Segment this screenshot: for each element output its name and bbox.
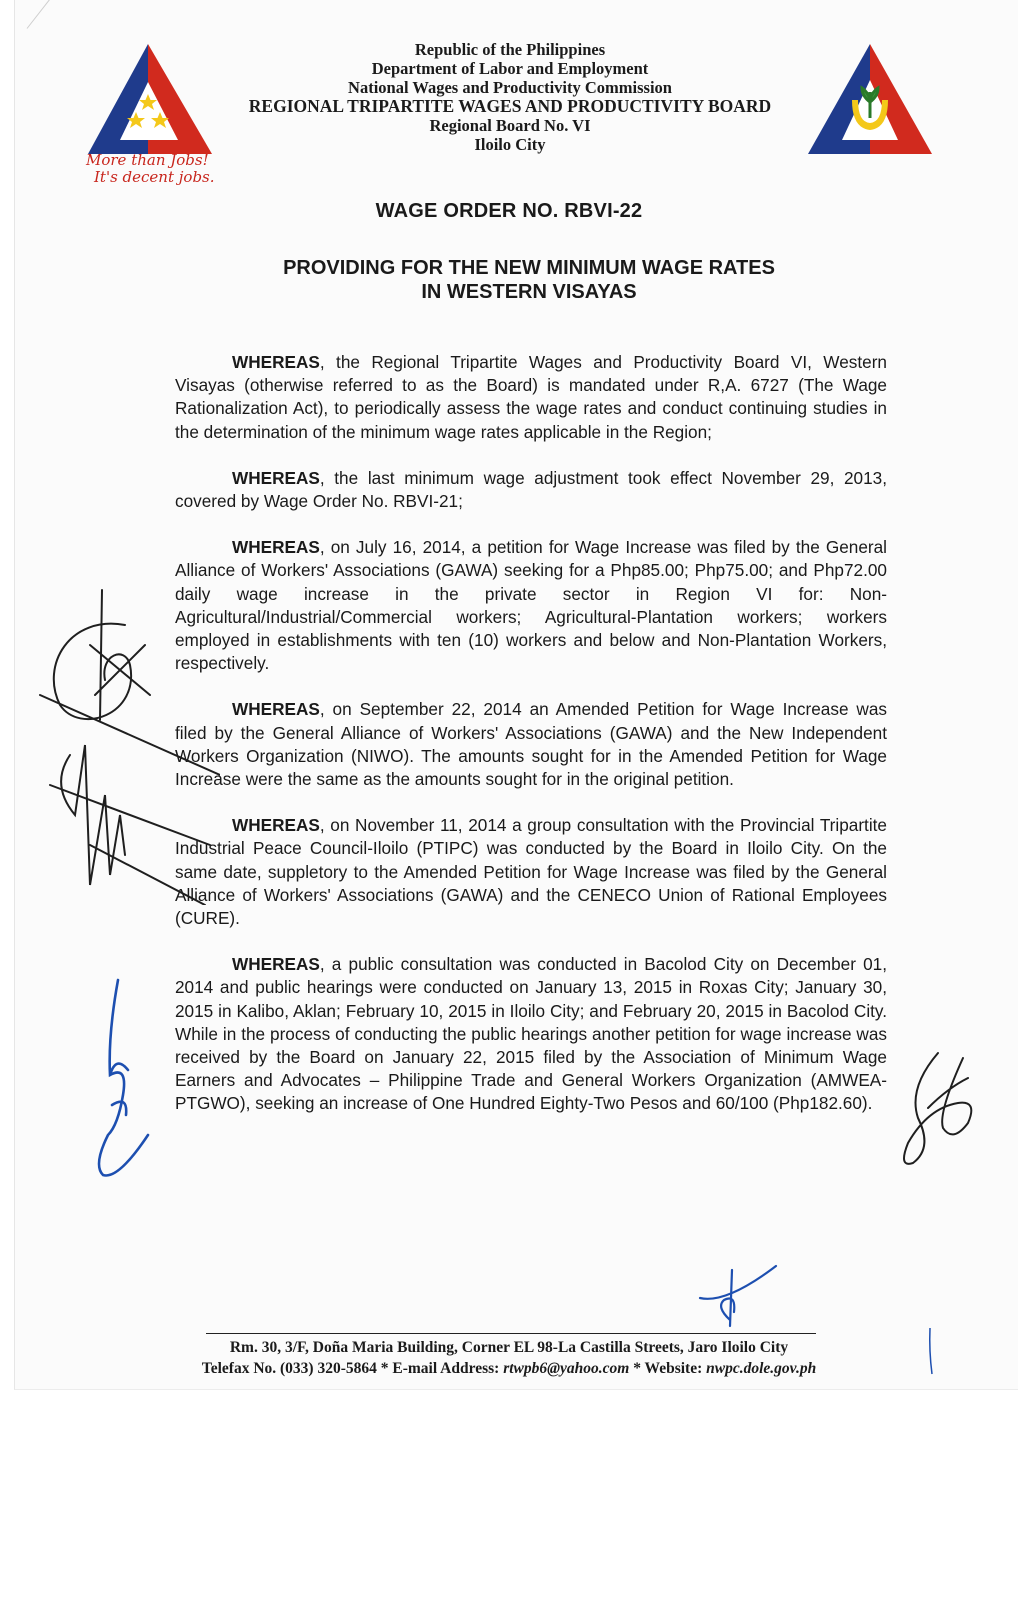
tagline (86, 152, 215, 186)
document-subtitle (0, 256, 1018, 304)
footer-contact (0, 1358, 1018, 1379)
paragraph-text: , on November 11, 2014 a group consultation with the Provincial Tripartite Industrial Peace Council-Iloilo (PTIPC) was conducted by the Board in Iloilo City. On the same date, suppletory to the Amended Petition for Wage Increase was filed by the General Alliance of Workers' Associations (GAWA) and the CENECO Union of Rational Employees (CURE). (175, 815, 887, 929)
paragraph-text: , the Regional Tripartite Wages and Productivity Board VI, Western Visayas (otherwise referred to as the Board) is mandated under R,A. 6727 (The Wage Rationalization Act), to periodically assess the wage rates and conduct continuing studies in the determination of the minimum wage rates applicable in the Region; (175, 352, 887, 442)
tagline-line2: It's decent jobs. (94, 168, 215, 186)
whereas-lead: WHEREAS (232, 699, 320, 720)
margin-initials-right (898, 1048, 982, 1173)
whereas-paragraph (175, 536, 887, 675)
letterhead-line1: Republic of the Philippines (414, 40, 606, 59)
letterhead (180, 40, 840, 154)
initial-mark-blue (696, 1262, 780, 1334)
whereas-lead: WHEREAS (232, 537, 320, 558)
letterhead-line3: National Wages and Productivity Commission (348, 78, 672, 97)
whereas-paragraph (175, 467, 887, 513)
footer-rule (206, 1333, 816, 1334)
margin-signature-black (30, 585, 220, 905)
whereas-lead: WHEREAS (232, 467, 320, 488)
paragraph-text: , a public consultation was conducted in Bacolod City on December 01, 2014 and public hearings were conducted on January 13, 2015 in Roxas City; January 30, 2015 in Kalibo, Aklan; February 10, 2015 in Iloilo City; and February 20, 2015 in Bacolod City. While in the process of conducting the public hearings another petition for wage increase was received by the Board on January 22, 2015 filed by the Association of Minimum Wage Earners and Advocates – Philippine Trade and General Workers Organization (AMWEA-PTGWO), seeking an increase of One Hundred Eighty-Two Pesos and 60/100 (Php182.60). (175, 954, 887, 1114)
whereas-lead: WHEREAS (232, 815, 320, 836)
footer (0, 1337, 1018, 1379)
subtitle-line1: PROVIDING FOR THE NEW MINIMUM WAGE RATES (283, 257, 775, 279)
footer-website-label: * Website: (629, 1360, 707, 1377)
margin-signature-blue (88, 975, 158, 1180)
footer-email: rtwpb6@yahoo.com (503, 1360, 630, 1377)
letterhead-line5: Regional Board No. VI (429, 116, 591, 135)
footer-telefax: Telefax No. (033) 320-5864 * E-mail Address: (201, 1360, 504, 1377)
letterhead-line6: Iloilo City (474, 135, 546, 154)
paragraph-text: , on July 16, 2014, a petition for Wage Increase was filed by the General Alliance of Workers' Associations (GAWA) seeking for a Php85.00; Php75.00; and Php72.00 daily wage increase in the private sector in Region VI for: Non-Agricultural/Industrial/Commercial workers; Agricultural-Plantation workers; workers employed in establishments with ten (10) workers and below and Non-Plantation Workers, respectively. (175, 537, 887, 674)
paragraph-text: , on September 22, 2014 an Amended Petition for Wage Increase was filed by the General Alliance of Workers' Associations (GAWA) and the New Independent Workers Organization (NIWO). The amounts sought for in the Amended Petition for Wage Increase were the same as the amounts sought for in the original petition. (175, 699, 887, 790)
whereas-lead: WHEREAS (232, 352, 320, 372)
whereas-paragraph (175, 814, 887, 930)
tagline-line1: More than Jobs! (86, 151, 209, 169)
whereas-paragraph (175, 351, 887, 444)
scan-mark (27, 0, 65, 29)
letterhead-line2: Department of Labor and Employment (371, 59, 649, 78)
document-title: WAGE ORDER NO. RBVI-22 (375, 200, 643, 222)
whereas-paragraph (175, 953, 887, 1115)
whereas-paragraph (175, 698, 887, 791)
whereas-lead: WHEREAS (232, 954, 320, 975)
document-body (175, 351, 887, 1139)
footer-website: nwpc.dole.gov.ph (706, 1360, 817, 1377)
subtitle-line2: IN WESTERN VISAYAS (421, 281, 637, 303)
letterhead-line4: REGIONAL TRIPARTITE WAGES AND PRODUCTIVITY BOARD (248, 96, 772, 116)
footer-address: Rm. 30, 3/F, Doña Maria Building, Corner EL 98-La Castilla Streets, Jaro Iloilo City (229, 1339, 789, 1356)
paragraph-text: , the last minimum wage adjustment took effect November 29, 2013, covered by Wage Order No. RBVI-21; (175, 467, 887, 512)
